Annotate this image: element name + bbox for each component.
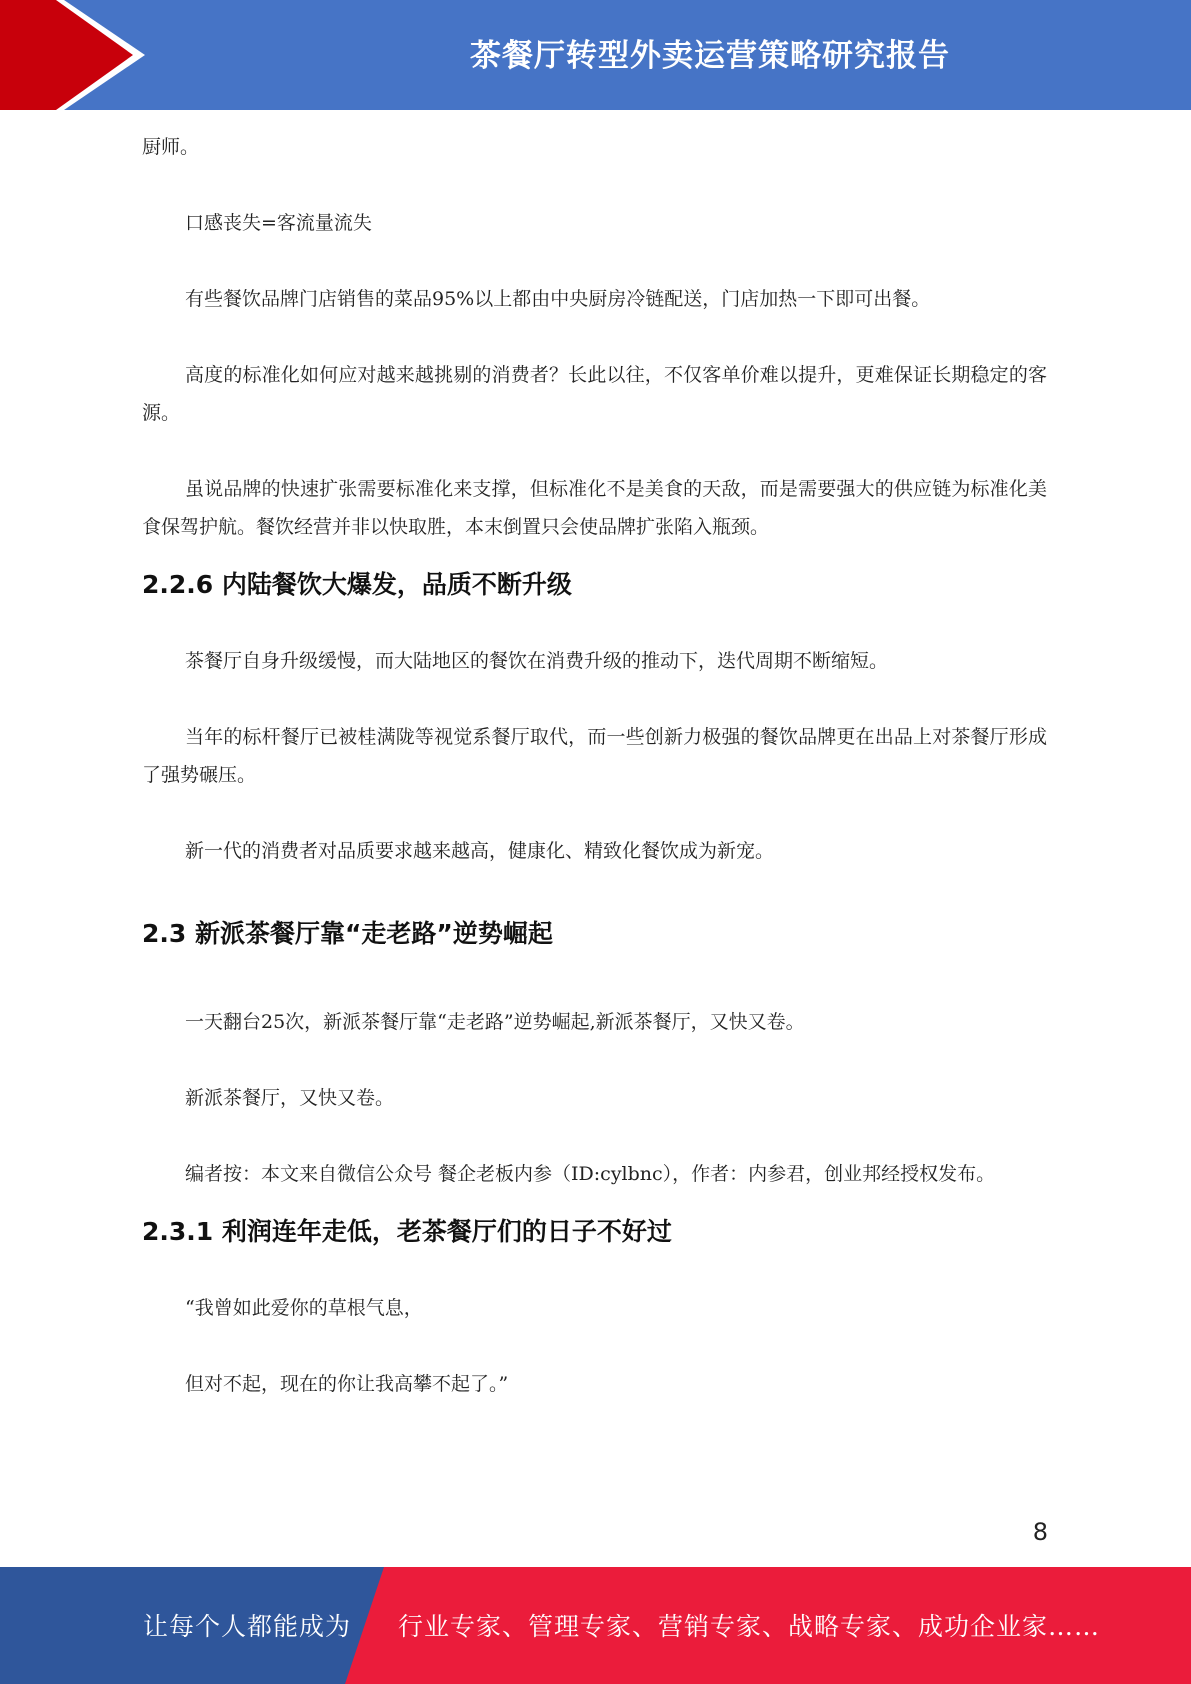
paragraph: 虽说品牌的快速扩张需要标准化来支撑，但标准化不是美食的天敌，而是需要强大的供应链为标准化美食保驾护航。餐饮经营并非以快取胜，本末倒置只会使品牌扩张陷入瓶颈。 bbox=[142, 478, 1047, 538]
section-heading: 2.2.6 内陆餐饮大爆发，品质不断升级 bbox=[142, 570, 572, 599]
paragraph: 当年的标杆餐厅已被桂满陇等视觉系餐厅取代，而一些创新力极强的餐饮品牌更在出品上对茶餐厅形成了强势碾压。 bbox=[142, 726, 1047, 786]
header-bar bbox=[0, 0, 1191, 110]
paragraph: 新一代的消费者对品质要求越来越高，健康化、精致化餐饮成为新宠。 bbox=[185, 840, 775, 862]
footer-slogan-left: 让每个人都能成为 bbox=[143, 1612, 352, 1641]
page-number: 8 bbox=[1032, 1518, 1048, 1546]
paragraph: 口感丧失=客流量流失 bbox=[185, 212, 372, 234]
paragraph: 但对不起，现在的你让我高攀不起了。” bbox=[185, 1373, 509, 1395]
paragraph: 编者按：本文来自微信公众号 餐企老板内参（ID:cylbnc），作者：内参君，创业邦经授权发布。 bbox=[185, 1163, 996, 1185]
paragraph: 高度的标准化如何应对越来越挑剔的消费者？长此以往，不仅客单价难以提升，更难保证长期稳定的客源。 bbox=[142, 364, 1047, 424]
footer-slogan-right: 行业专家、管理专家、营销专家、战略专家、成功企业家…… bbox=[398, 1612, 1101, 1641]
paragraph: 有些餐饮品牌门店销售的菜品95%以上都由中央厨房冷链配送，门店加热一下即可出餐。 bbox=[185, 288, 931, 310]
report-title: 茶餐厅转型外卖运营策略研究报告 bbox=[470, 38, 950, 74]
paragraph: 新派茶餐厅，又快又卷。 bbox=[185, 1087, 395, 1109]
header-arrow-icon bbox=[0, 0, 160, 110]
paragraph: 茶餐厅自身升级缓慢，而大陆地区的餐饮在消费升级的推动下，迭代周期不断缩短。 bbox=[185, 650, 889, 672]
section-heading: 2.3.1 利润连年走低，老茶餐厅们的日子不好过 bbox=[142, 1217, 672, 1246]
paragraph: 一天翻台25次，新派茶餐厅靠“走老路”逆势崛起,新派茶餐厅，又快又卷。 bbox=[185, 1011, 805, 1033]
section-heading: 2.3 新派茶餐厅靠“走老路”逆势崛起 bbox=[142, 919, 553, 948]
footer-banner bbox=[0, 1567, 1191, 1684]
paragraph: “我曾如此爱你的草根气息， bbox=[185, 1297, 423, 1319]
page-content bbox=[142, 128, 1047, 1403]
paragraph: 厨师。 bbox=[142, 136, 200, 158]
